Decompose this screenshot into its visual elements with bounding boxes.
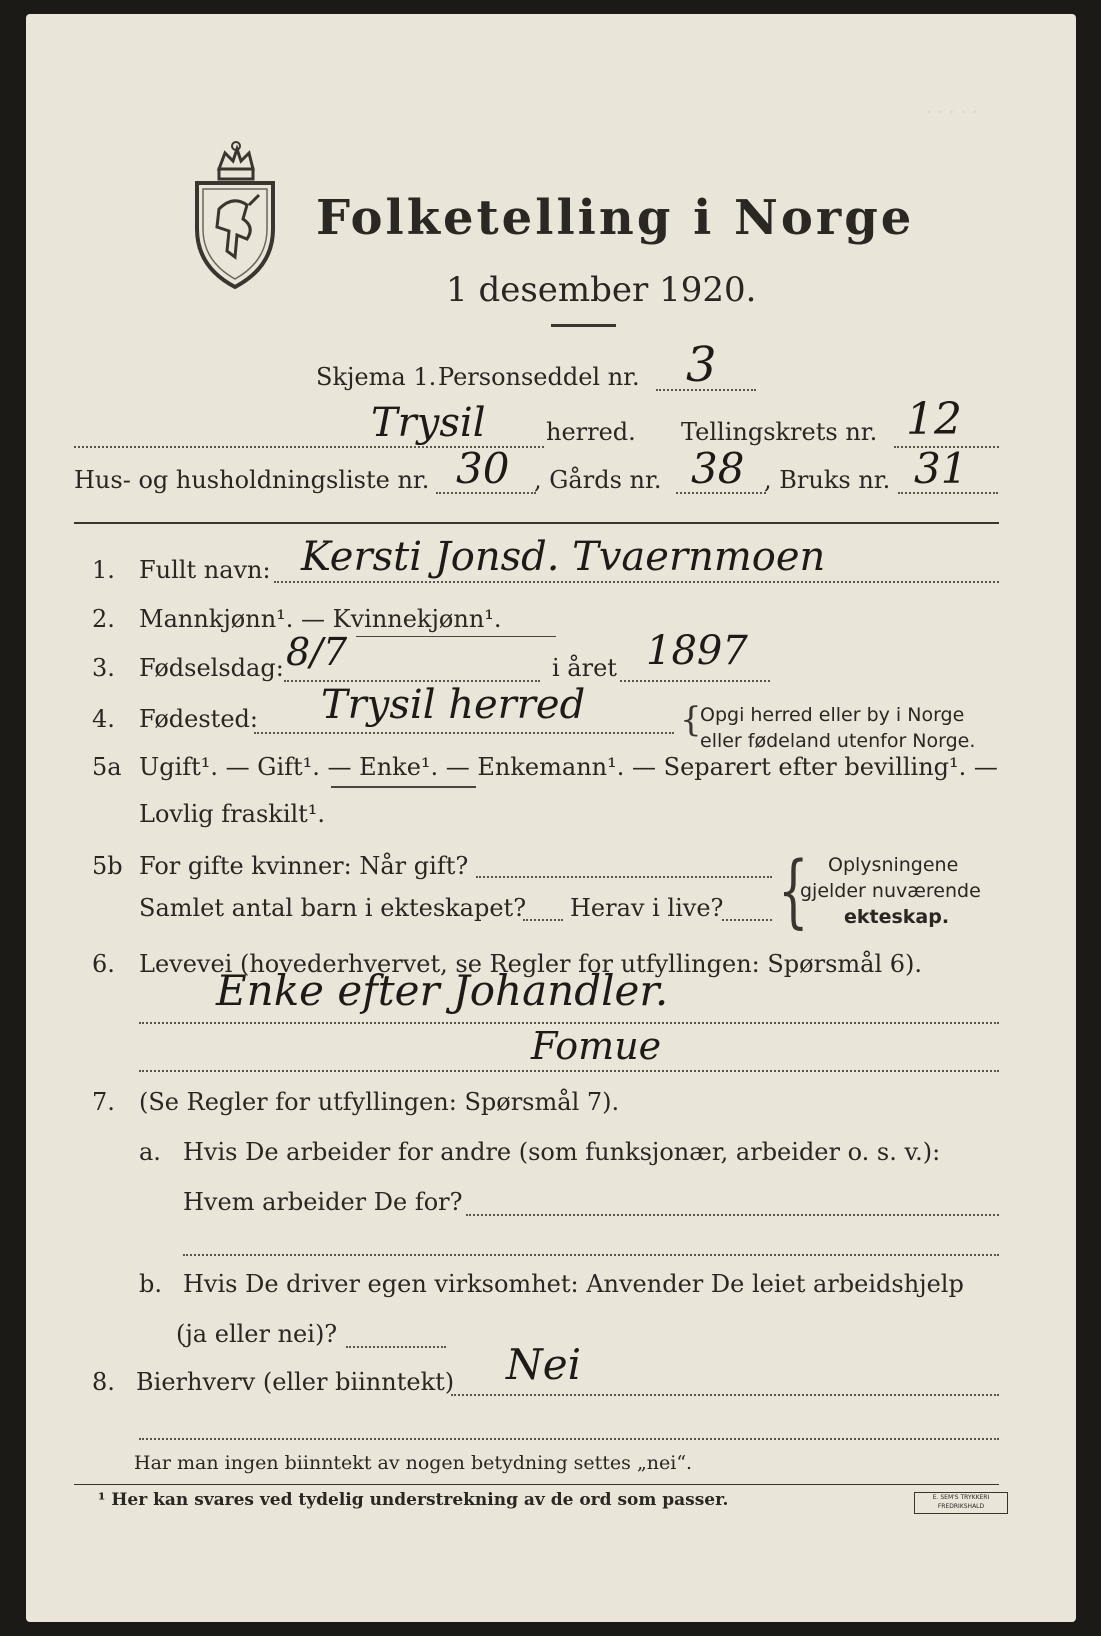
occupation-line-2 (139, 1070, 999, 1072)
marital-status-line2: Lovlig fraskilt¹. (139, 800, 326, 828)
form-title: Folketelling i Norge (316, 190, 915, 246)
birthday-value[interactable]: 8/7 (286, 630, 348, 674)
footer-divider (74, 1484, 999, 1485)
q7a-line1: Hvis De arbeider for andre (som funksjonær, arbeider o. s. v.): (183, 1138, 941, 1166)
q5b-note-1: Oplysningene (828, 854, 959, 876)
skjema-label: Skjema 1. (316, 363, 437, 391)
census-date: 1 desember 1920. (446, 270, 757, 310)
q1-number: 1. (92, 556, 115, 584)
q7b-line2: (ja eller nei)? (176, 1320, 338, 1348)
side-income-line-2 (139, 1438, 999, 1440)
q5a-number: 5a (92, 753, 122, 781)
gender-underline (356, 636, 556, 637)
title-rule (551, 324, 616, 327)
tellingskrets-label: Tellingskrets nr. (681, 418, 878, 446)
birth-year-value[interactable]: 1897 (646, 628, 748, 674)
q5b-number: 5b (92, 852, 123, 880)
q4-brace: { (680, 700, 702, 740)
personseddel-label: Personseddel nr. (438, 363, 640, 391)
bruks-label: , Bruks nr. (764, 466, 891, 494)
gender-options: Mannkjønn¹. — Kvinnekjønn¹. (139, 605, 502, 633)
q3-number: 3. (92, 654, 115, 682)
footnote: ¹ Her kan svares ved tydelig understrekning av de ord som passer. (98, 1490, 729, 1510)
footer-note: Har man ingen biinntekt av nogen betydning settes „nei“. (134, 1452, 693, 1474)
year-line (620, 680, 770, 682)
hired-help-line (346, 1346, 446, 1348)
printer-stamp: E. SEM'S TRYKKERI FREDRIKSHALD (914, 1492, 1008, 1514)
q6-label: Levevei (hovederhvervet, se Regler for utfyllingen: Spørsmål 6). (139, 950, 923, 978)
q4-note-2: eller fødeland utenfor Norge. (700, 730, 976, 752)
q3-label: Fødselsdag: (139, 654, 284, 682)
personseddel-value[interactable]: 3 (686, 337, 717, 393)
q7b-letter: b. (139, 1270, 162, 1298)
q7a-letter: a. (139, 1138, 161, 1166)
year-label: i året (552, 654, 617, 682)
q5b-note-3: ekteskap. (844, 906, 950, 928)
census-form (26, 14, 1076, 1622)
alive-line (722, 919, 772, 921)
married-when-line (476, 876, 772, 878)
employer-line-2 (183, 1254, 999, 1256)
q5b-line1: For gifte kvinner: Når gift? (139, 852, 469, 880)
husliste-label: Hus- og husholdningsliste nr. (74, 466, 430, 494)
gaards-value[interactable]: 38 (691, 444, 745, 493)
q8-label: Bierhverv (eller biinntekt) (136, 1368, 455, 1396)
herred-label: herred. (546, 418, 636, 446)
q8-number: 8. (92, 1368, 115, 1396)
q7b-line1: Hvis De driver egen virksomhet: Anvender De leiet arbeidshjelp (183, 1270, 964, 1298)
employer-line (466, 1214, 999, 1216)
herred-value[interactable]: Trysil (371, 400, 486, 446)
q5b-alive-label: Herav i live? (570, 894, 724, 922)
q1-line (274, 581, 999, 583)
q7a-line2: Hvem arbeider De for? (183, 1188, 463, 1216)
occupation-value-2[interactable]: Fomue (531, 1024, 662, 1068)
husliste-value[interactable]: 30 (456, 444, 510, 493)
q4-label: Fødested: (139, 705, 258, 733)
bruks-value[interactable]: 31 (914, 444, 968, 493)
header-divider (74, 522, 999, 524)
birthplace-line (254, 732, 674, 734)
q7-number: 7. (92, 1088, 115, 1116)
q5b-note-2: gjelder nuværende (800, 880, 981, 902)
enke-underline (331, 786, 476, 788)
q4-number: 4. (92, 705, 115, 733)
children-line (523, 919, 563, 921)
q5b-brace: { (778, 844, 809, 937)
q2-number: 2. (92, 605, 115, 633)
gaards-label: , Gårds nr. (534, 466, 662, 494)
q5b-children-label: Samlet antal barn i ekteskapet? (139, 894, 527, 922)
tellingskrets-value[interactable]: 12 (906, 394, 962, 445)
marital-status-options: Ugift¹. — Gift¹. — Enke¹. — Enkemann¹. — Separert efter bevilling¹. — (139, 753, 998, 781)
birthplace-value[interactable]: Trysil herred (321, 682, 586, 728)
side-income-value[interactable]: Nei (506, 1340, 582, 1389)
q6-number: 6. (92, 950, 115, 978)
q4-note-1: Opgi herred eller by i Norge (700, 704, 965, 726)
q7-label: (Se Regler for utfyllingen: Spørsmål 7). (139, 1088, 620, 1116)
q1-label: Fullt navn: (139, 556, 271, 584)
coat-of-arms-icon (189, 139, 281, 289)
side-income-line (451, 1394, 999, 1396)
full-name-value[interactable]: Kersti Jonsd. Tvaernmoen (301, 534, 826, 580)
show-through: · · · · · (926, 102, 978, 123)
occupation-value[interactable]: Enke efter Johandler. (216, 966, 669, 1015)
